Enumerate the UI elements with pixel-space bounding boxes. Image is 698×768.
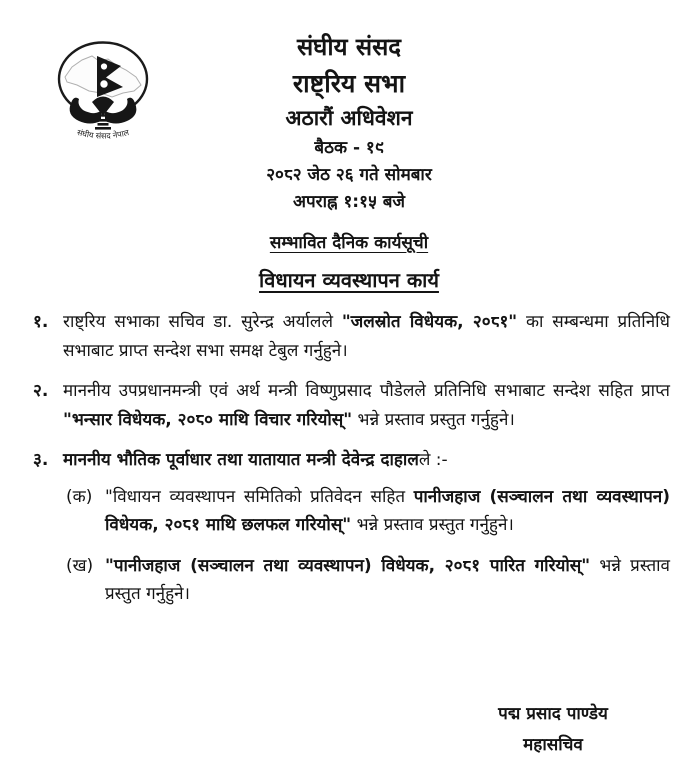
meeting-number: बैठक - १९ (314, 138, 384, 158)
subitem-text-segment: "विधायन व्यवस्थापन समितिको प्रतिवेदन सहित (105, 486, 414, 507)
item-text-segment: माननीय उपप्रधानमन्त्री एवं अर्थ मन्त्री विष्णुप्रसाद पौडेलले प्रतिनिधि सभाबाट सन्देश सहित प्राप्त (63, 381, 670, 401)
bill-motion-bold: "भन्सार विधेयक, २०८० माथि विचार गरियोस्" (63, 409, 353, 430)
item-text (63, 377, 670, 434)
bill-motion-bold: "पानीजहाज (सञ्चालन तथा व्यवस्थापन) विधेयक, २०८१ पारित गरियोस्" (105, 555, 591, 576)
agenda-list (0, 308, 698, 609)
emblem-caption-text: संघीय संसद नेपाल (76, 127, 130, 141)
meeting-time: अपराह्न १:१५ बजे (292, 192, 406, 212)
flag-sun-icon (100, 80, 107, 87)
item-text (63, 308, 670, 365)
subitem-text-segment: भन्ने प्रस्ताव प्रस्तुत गर्नुहुने। (105, 555, 670, 604)
subitem-text (105, 552, 670, 609)
session-title: अठारौं अधिवेशन (285, 106, 413, 130)
agenda-item-3 (33, 446, 670, 475)
minister-name-bold: माननीय भौतिक पूर्वाधार तथा यातायात मन्त्री देवेन्द्र दाहाल (63, 450, 419, 470)
section-title: विधायन व्यवस्थापन कार्य (259, 268, 439, 292)
item-text (63, 446, 670, 475)
item-number: १. (33, 312, 49, 332)
meeting-date: २०८२ जेठ २६ गते सोमबार (266, 165, 432, 185)
pedestal-base (95, 127, 111, 130)
assembly-title: राष्ट्रिय सभा (292, 69, 406, 98)
emblem-graphic (56, 40, 150, 144)
subitem-label: (क) (66, 486, 93, 507)
subitem-text-segment: भन्ने प्रस्ताव प्रस्तुत गर्नुहुने। (351, 515, 514, 535)
agenda-subitem-ka (66, 483, 670, 540)
bill-motion-bold: पानीजहाज (सञ्चालन तथा व्यवस्थापन) विधेयक, २०८१ माथि छलफल गरियोस्" (105, 486, 670, 535)
emblem-caption (76, 128, 130, 141)
pedestal-ring (96, 119, 110, 122)
item-text-segment: राष्ट्रिय सभाका सचिव डा. सुरेन्द्र अर्यालले (63, 312, 342, 332)
agenda-item-1 (33, 308, 670, 365)
agenda-item-2 (33, 377, 670, 434)
signature-block (458, 699, 648, 761)
item-number: ३. (33, 450, 49, 470)
bill-name-bold: "जलस्रोत विधेयक, २०८१" (341, 312, 518, 332)
agenda-subitem-kha (66, 552, 670, 609)
item-text-segment: ले :- (418, 450, 448, 470)
signatory-title: महासचिव (523, 735, 583, 755)
org-title: संघीय संसद (296, 33, 402, 61)
item-text-segment: का सम्बन्धमा प्रतिनिधि सभाबाट प्राप्त सन्देश सभा समक्ष टेबुल गर्नुहुने। (63, 312, 670, 361)
signatory-name: पद्म प्रसाद पाण्डेय (498, 704, 608, 724)
pedestal-ring (98, 123, 109, 126)
subitem-label: (ख) (66, 555, 94, 576)
federal-parliament-emblem-icon (56, 40, 150, 144)
flag-moon-icon (101, 63, 107, 69)
item-text-segment: भन्ने प्रस्ताव प्रस्तुत गर्नुहुने। (352, 409, 515, 430)
subitem-text (105, 483, 670, 540)
item-number: २. (33, 381, 49, 401)
agenda-title: सम्भावित दैनिक कार्यसूची (269, 233, 429, 253)
